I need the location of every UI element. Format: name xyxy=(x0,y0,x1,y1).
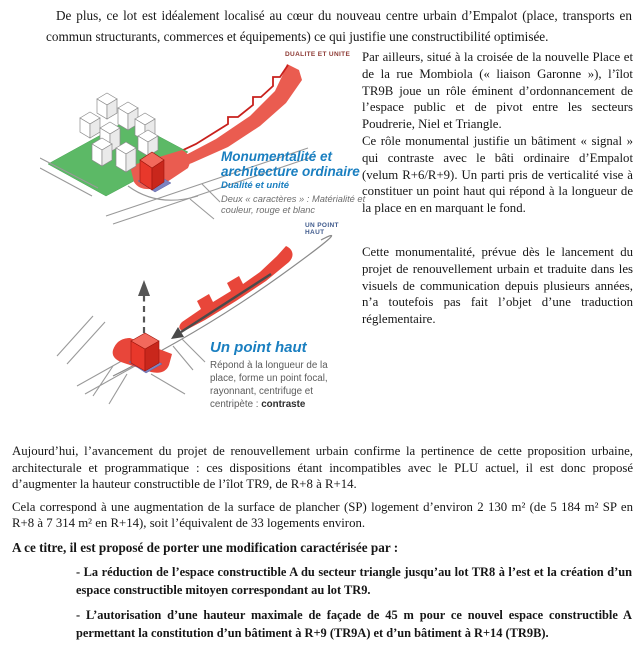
paragraph-par-ailleurs: Par ailleurs, situé à la croisée de la nouvelle Place et de la rue Mombiola (« liaison Garonne »), l’îlot TR9B joue un rôle éminent d’ordonnancement de l’espace public et de pivot entre les secteurs Poudrerie, Niel et Triangle. xyxy=(362,50,633,132)
bullet-hauteur-maximale: - L’autorisation d’une hauteur maximale de façade de 45 m pour ce nouvel espace constructible A permettant la constitution d’un bâtiment à R+9 (TR9A) et d’un bâtiment à R+14 (TR9B). xyxy=(76,608,632,640)
paragraph-surface-plancher: Cela correspond à une augmentation de la surface de plancher (SP) logement d’environ 2 130 m² (de 5 184 m² SP en R+8 à 7 314 m² en R+14), soit l’équivalent de 33 logements environ. xyxy=(12,499,633,531)
figure2-label xyxy=(210,340,350,411)
paragraph-role-monumental: Ce rôle monumental justifie un bâtiment « signal » qui contraste avec le bâti ordinaire d’Empalot (velum R+6/R+9). Un parti pris de verticalité vise à constituer un point haut qui répond à la longueur de la place en en marquant le fond. xyxy=(362,133,633,216)
figure-high-point xyxy=(55,222,360,424)
figure2-title: Un point haut xyxy=(210,339,307,356)
figure2-description: Répond à la longueur de la place, forme un point focal, rayonnant, centrifuge et centripète : contraste xyxy=(210,360,328,410)
paragraph-monumentalite: Cette monumentalité, prévue dès le lancement du projet de renouvellement urbain et traduite dans les visuels de communication depuis plusieurs années, n’a toutefois pas fait l’objet d’une traduction réglementaire. xyxy=(362,244,633,327)
figure1-label xyxy=(221,149,371,216)
intro-paragraph: De plus, ce lot est idéalement localisé au cœur du nouveau centre urbain d’Empalot (place, transports en commun structurants, commerces et équipements) ce qui justifie une constructibilité optimisée. xyxy=(46,8,632,44)
paragraph-lead-modification: A ce titre, il est proposé de porter une modification caractérisée par : xyxy=(12,539,399,555)
figure1-caption: DUALITE ET UNITE xyxy=(285,51,351,58)
figure1-subtitle: Dualité et unité xyxy=(221,180,290,191)
bullet-reduction-espace: - La réduction de l’espace constructible A du secteur triangle jusqu’au lot TR8 à l’est et la création d’un espace constructible mitoyen correspondant au lot TR9. xyxy=(76,564,632,597)
paragraph-aujourdhui: Aujourd’hui, l’avancement du projet de renouvellement urbain confirme la pertinence de cette proposition urbaine, architecturale et programmatique : ces dispositions étant incompatibles avec le PLU actuel, il est donc proposé d’augmenter la hauteur constructible de l’îlot TR9, de R+8 à R+14. xyxy=(12,444,633,492)
bottom-text-block xyxy=(12,443,633,642)
figure1-title: Monumentalité et architecture ordinaire xyxy=(221,149,360,179)
place-arrow xyxy=(171,274,271,339)
right-text-column xyxy=(362,49,633,328)
figure1-description: Deux « caractères » : Matérialité et couleur, rouge et blanc xyxy=(221,194,366,215)
up-arrow xyxy=(138,280,150,333)
figure2-caption: UN POINT HAUT xyxy=(305,222,339,236)
figure-duality-unity xyxy=(40,50,366,232)
